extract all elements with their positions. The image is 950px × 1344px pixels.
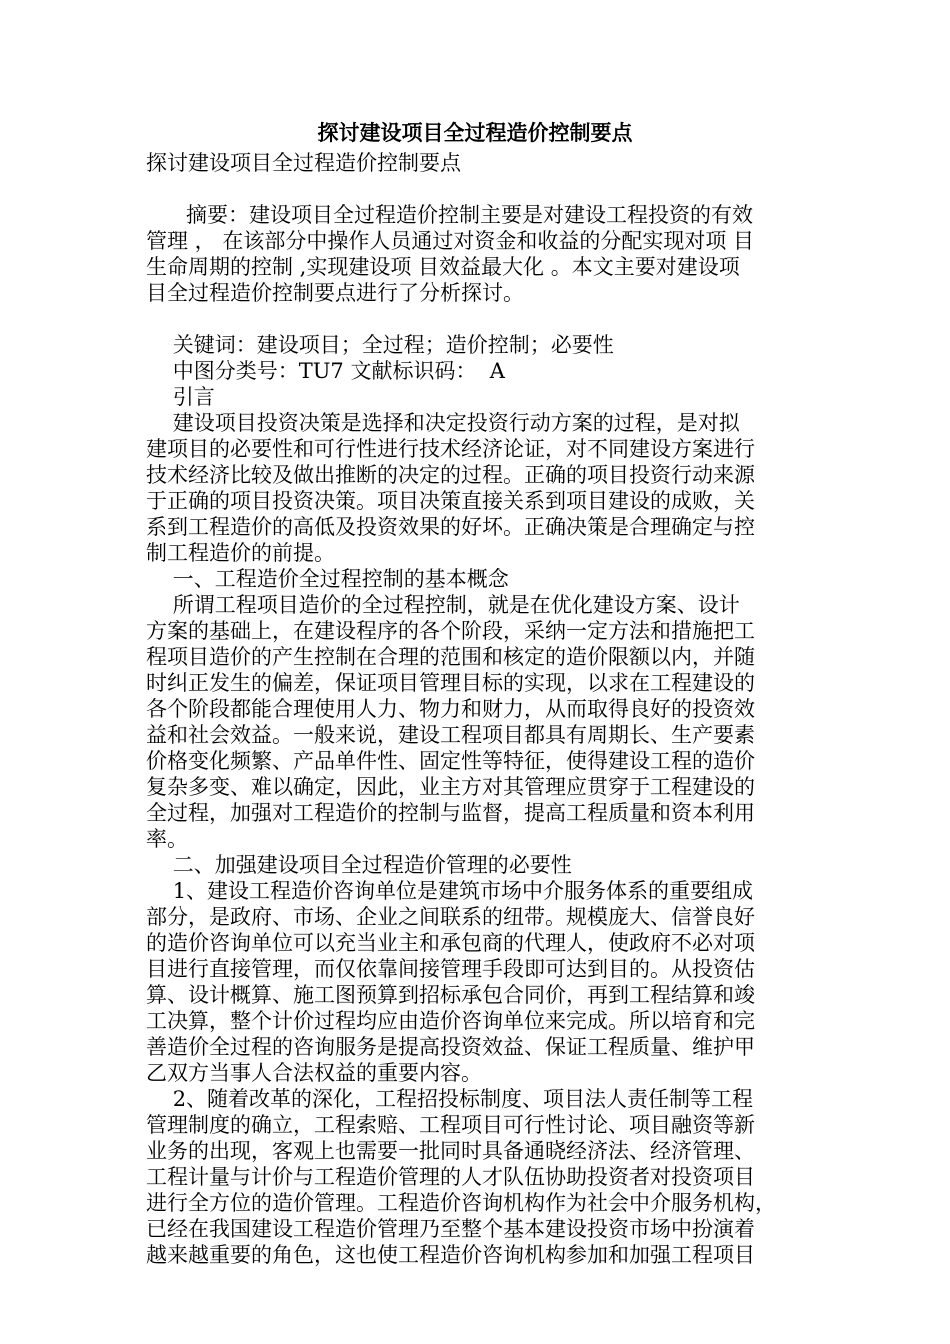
document-body	[146, 150, 811, 1268]
paragraph-line: 制工程造价的前提。	[146, 541, 335, 565]
paragraph-line: 价格变化频繁、产品单件性、固定性等特征，使得建设工程的造价	[146, 749, 755, 773]
paragraph-line: 复杂多变、难以确定，因此，业主方对其管理应贯穿于工程建设的	[146, 775, 755, 799]
paragraph-line: 时纠正发生的偏差，保证项目管理目标的实现，以求在工程建设的	[146, 671, 755, 695]
paragraph-line: 率。	[146, 827, 188, 851]
paragraph-line: 建项目的必要性和可行性进行技术经济论证，对不同建设方案进行	[146, 437, 755, 461]
paragraph-line: 生命周期的控制 ,实现建设项 目效益最大化 。本文主要对建设项	[146, 255, 740, 279]
paragraph-line: 中图分类号：TU7 文献标识码： A	[146, 359, 505, 383]
paragraph-line: 摘要：建设项目全过程造价控制主要是对建设工程投资的有效	[146, 203, 754, 227]
paragraph-line: 2、随着改革的深化，工程招投标制度、项目法人责任制等工程	[146, 1087, 754, 1111]
paragraph-line: 引言	[146, 385, 215, 409]
document-title: 探讨建设项目全过程造价控制要点	[317, 120, 633, 145]
paragraph-line: 关键词：建设项目；全过程；造价控制；必要性	[146, 333, 614, 357]
paragraph-line: 业务的出现，客观上也需要一批同时具备通晓经济法、经济管理、	[146, 1139, 755, 1163]
document-subtitle: 探讨建设项目全过程造价控制要点	[146, 151, 461, 175]
paragraph-line: 善造价全过程的咨询服务是提高投资效益、保证工程质量、维护甲	[146, 1035, 755, 1059]
paragraph-line: 目进行直接管理，而仅依靠间接管理手段即可达到目的。从投资估	[146, 957, 755, 981]
paragraph-line: 二、加强建设项目全过程造价管理的必要性	[146, 853, 572, 877]
paragraph-line: 目全过程造价控制要点进行了分析探讨。	[146, 281, 524, 305]
paragraph-line: 方案的基础上，在建设程序的各个阶段，采纳一定方法和措施把工	[146, 619, 755, 643]
paragraph-line: 进行全方位的造价管理。工程造价咨询机构作为社会中介服务机构，	[146, 1191, 776, 1215]
paragraph-line: 全过程，加强对工程造价的控制与监督，提高工程质量和资本利用	[146, 801, 755, 825]
paragraph-line	[146, 306, 811, 332]
paragraph-line: 技术经济比较及做出推断的决定的过程。正确的项目投资行动来源	[146, 463, 755, 487]
paragraph-line: 越来越重要的角色，这也使工程造价咨询机构参加和加强工程项目	[146, 1243, 755, 1267]
paragraph-line: 系到工程造价的高低及投资效果的好坏。正确决策是合理确定与控	[146, 515, 755, 539]
paragraph-line: 部分，是政府、市场、企业之间联系的纽带。规模庞大、信誉良好	[146, 905, 755, 929]
paragraph-line: 所谓工程项目造价的全过程控制，就是在优化建设方案、设计	[146, 593, 740, 617]
paragraph-line: 乙双方当事人合法权益的重要内容。	[146, 1061, 482, 1085]
paragraph-line: 1、建设工程造价咨询单位是建筑市场中介服务体系的重要组成	[146, 879, 754, 903]
paragraph-line: 工程计量与计价与工程造价管理的人才队伍协助投资者对投资项目	[146, 1165, 755, 1189]
paragraph-line: 各个阶段都能合理使用人力、物力和财力，从而取得良好的投资效	[146, 697, 755, 721]
paragraph-line: 程项目造价的产生控制在合理的范围和核定的造价限额以内，并随	[146, 645, 755, 669]
paragraph-line: 算、设计概算、施工图预算到招标承包合同价，再到工程结算和竣	[146, 983, 755, 1007]
paragraph-line: 的造价咨询单位可以充当业主和承包商的代理人，使政府不必对项	[146, 931, 755, 955]
paragraph-line: 管理 ， 在该部分中操作人员通过对资金和收益的分配实现对项 目	[146, 229, 755, 253]
paragraph-line: 工决算，整个计价过程均应由造价咨询单位来完成。所以培育和完	[146, 1009, 755, 1033]
paragraph-line: 管理制度的确立，工程索赔、工程项目可行性讨论、项目融资等新	[146, 1113, 755, 1137]
paragraph-line: 建设项目投资决策是选择和决定投资行动方案的过程，是对拟	[146, 411, 740, 435]
paragraph-line: 于正确的项目投资决策。项目决策直接关系到项目建设的成败，关	[146, 489, 755, 513]
paragraph-line: 益和社会效益。一般来说，建设工程项目都具有周期长、生产要素	[146, 723, 755, 747]
paragraph-line: 一、工程造价全过程控制的基本概念	[146, 567, 509, 591]
paragraph-line	[146, 176, 811, 202]
paragraph-line: 已经在我国建设工程造价管理乃至整个基本建设投资市场中扮演着	[146, 1217, 755, 1241]
